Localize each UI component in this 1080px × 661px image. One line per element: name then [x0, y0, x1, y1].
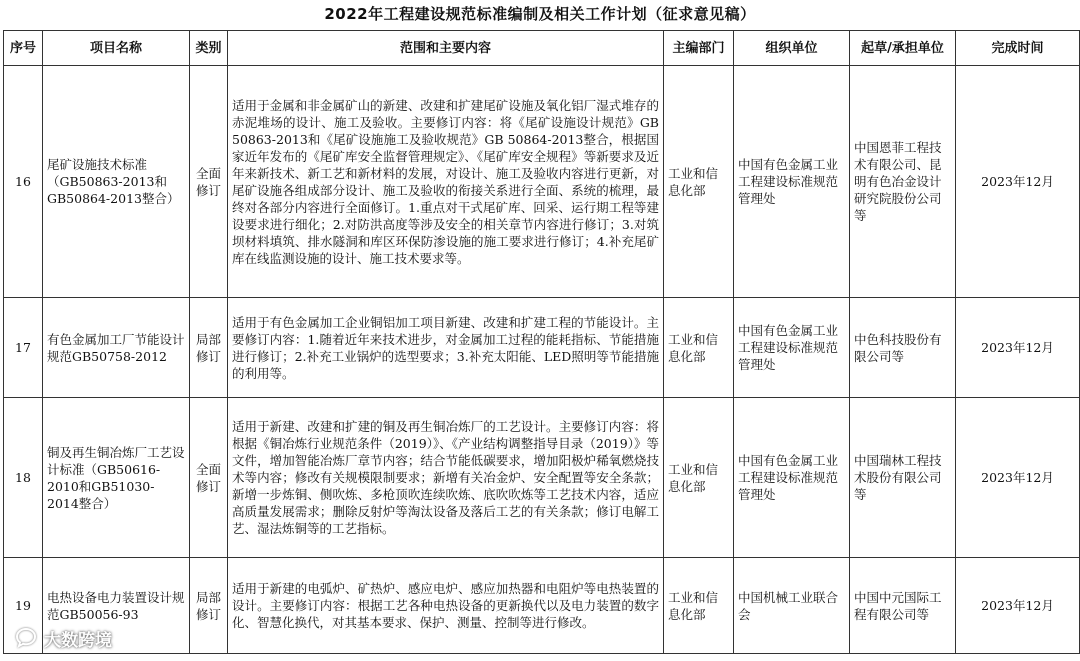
header-org: 组织单位	[734, 31, 850, 66]
row-no: 18	[4, 398, 43, 558]
row-dept: 工业和信息化部	[664, 66, 734, 298]
row-content: 适用于金属和非金属矿山的新建、改建和扩建尾矿设施及氧化铝厂湿式堆存的赤泥堆场的设计、施工及验收。主要修订内容：将《尾矿设施设计规范》GB 50863-2013和《尾矿设施施工及验收规范》GB 50864-2013整合，根据国家近年发布的《尾矿库安全监督管理规定》、《尾矿库安全规程》等新要求及近年来新技术、新工艺和新材料的发展，对设计、施工及验收内容进行更新，对尾矿设施各组成部分设计、施工及验收的衔接关系进行全面、系统的梳理，最终对各部分内容进行全面修订。1.重点对干式尾矿库、回采、运行期工程等建设要求进行细化；2.对防洪高度等涉及安全的相关章节内容进行修订；3.对筑坝材料填筑、排水隧洞和库区环保防渗设施的施工要求进行修订；4.补充尾矿库在线监测设施的设计、施工技术要求等。	[228, 66, 664, 298]
header-project-name: 项目名称	[43, 31, 190, 66]
row-dept: 工业和信息化部	[664, 558, 734, 654]
row-date: 2023年12月	[956, 66, 1080, 298]
row-org: 中国有色金属工业工程建设标准规范管理处	[734, 66, 850, 298]
row-project-name: 有色金属加工厂节能设计规范GB50758-2012	[43, 298, 190, 398]
row-category: 局部修订	[190, 558, 228, 654]
row-dept: 工业和信息化部	[664, 298, 734, 398]
row-no: 16	[4, 66, 43, 298]
table-header-row	[4, 31, 1080, 66]
header-content: 范围和主要内容	[228, 31, 664, 66]
row-content: 适用于新建、改建和扩建的铜及再生铜冶炼厂的工艺设计。主要修订内容：将根据《铜冶炼行业规范条件（2019）》、《产业结构调整指导目录（2019）》等文件，增加智能冶炼厂章节内容；结合节能低碳要求，增加阳极炉稀氧燃烧技术等内容；修改有关规模限制要求；新增有关冶金炉、安全配置等安全条款；新增一步炼铜、侧吹炼、多枪顶吹连续吹炼、底吹吹炼等工艺技术内容，适应高质量发展需求；删除反射炉等淘汰设备及落后工艺的有关条款；修订电解工艺、湿法炼铜等的工艺指标。	[228, 398, 664, 558]
table-row	[4, 298, 1080, 398]
header-category: 类别	[190, 31, 228, 66]
row-category: 局部修订	[190, 298, 228, 398]
table-row	[4, 398, 1080, 558]
watermark-text: 大数跨境	[44, 630, 112, 651]
row-date: 2023年12月	[956, 298, 1080, 398]
row-no: 19	[4, 558, 43, 654]
row-drafter: 中国瑞林工程技术股份有限公司等	[850, 398, 956, 558]
row-category: 全面修订	[190, 66, 228, 298]
row-content: 适用于新建的电弧炉、矿热炉、感应电炉、感应加热器和电阻炉等电热装置的设计。主要修订内容：根据工艺各种电热设备的更新换代以及电力装置的数字化、智慧化换代，对其基本要求、保护、测量、控制等进行修改。	[228, 558, 664, 654]
row-drafter: 中色科技股份有限公司等	[850, 298, 956, 398]
row-org: 中国机械工业联合会	[734, 558, 850, 654]
row-no: 17	[4, 298, 43, 398]
plan-table	[3, 30, 1080, 654]
row-drafter: 中国中元国际工程有限公司等	[850, 558, 956, 654]
row-date: 2023年12月	[956, 558, 1080, 654]
page-title: 2022年工程建设规范标准编制及相关工作计划（征求意见稿）	[324, 5, 756, 23]
row-content: 适用于有色金属加工企业铜铝加工项目新建、改建和扩建工程的节能设计。主要修订内容：1.随着近年来技术进步，对金属加工过程的能耗指标、节能措施进行修订；2.补充工业锅炉的选型要求；3.补充太阳能、LED照明等节能措施的利用等。	[228, 298, 664, 398]
row-project-name: 铜及再生铜冶炼厂工艺设计标准（GB50616-2010和GB51030-2014整合）	[43, 398, 190, 558]
row-org: 中国有色金属工业工程建设标准规范管理处	[734, 398, 850, 558]
header-dept: 主编部门	[664, 31, 734, 66]
row-category: 全面修订	[190, 398, 228, 558]
row-drafter: 中国恩菲工程技术有限公司、昆明有色冶金设计研究院股份公司等	[850, 66, 956, 298]
row-dept: 工业和信息化部	[664, 398, 734, 558]
watermark	[14, 624, 112, 652]
header-drafter: 起草/承担单位	[850, 31, 956, 66]
table-row	[4, 66, 1080, 298]
row-date: 2023年12月	[956, 398, 1080, 558]
row-org: 中国有色金属工业工程建设标准规范管理处	[734, 298, 850, 398]
header-no: 序号	[4, 31, 43, 66]
cloud-speech-logo-icon	[14, 626, 38, 650]
row-project-name: 电热设备电力装置设计规范GB50056-93	[43, 558, 190, 654]
table-row	[4, 558, 1080, 654]
row-project-name: 尾矿设施技术标准（GB50863-2013和GB50864-2013整合）	[43, 66, 190, 298]
header-date: 完成时间	[956, 31, 1080, 66]
